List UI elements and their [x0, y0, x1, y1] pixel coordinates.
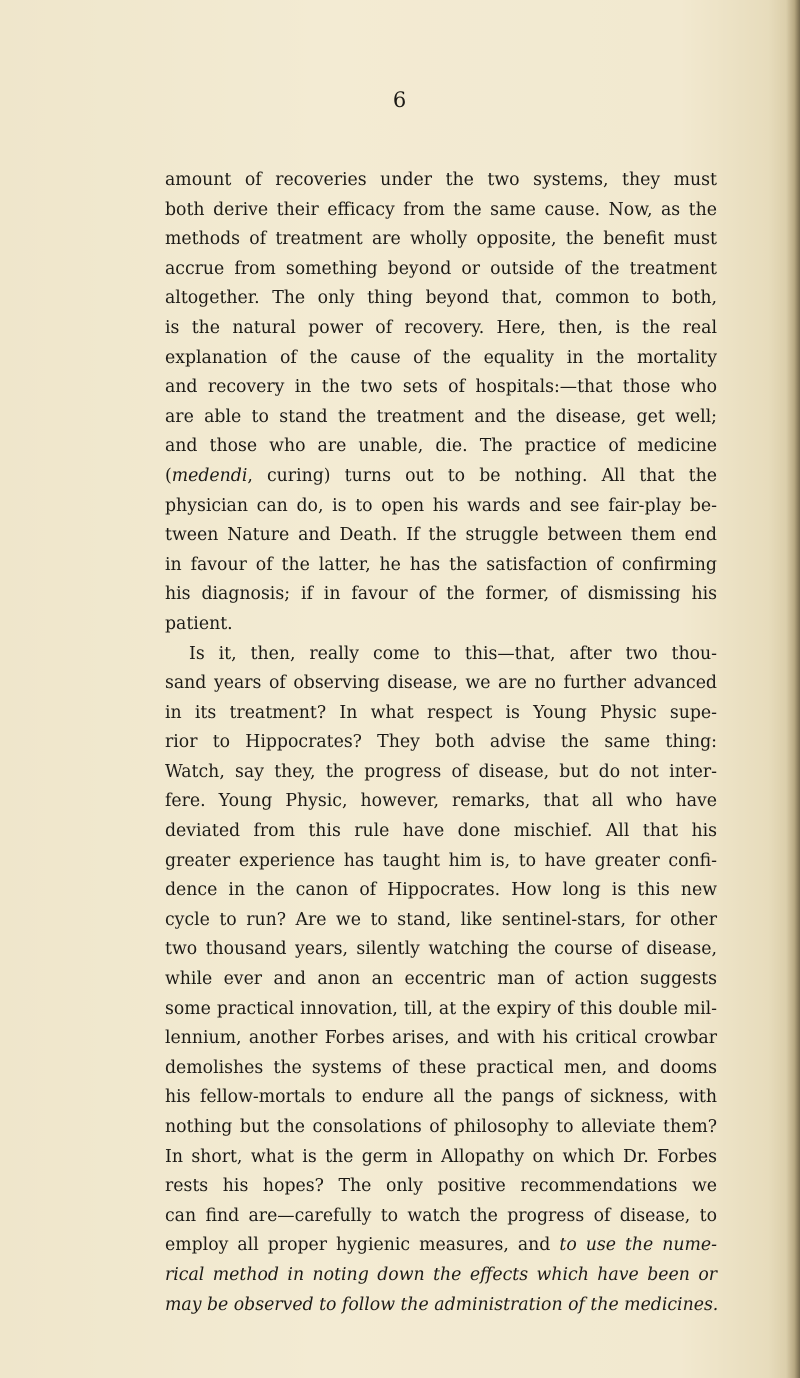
text-line: dence in the canon of Hippocrates. How long is this new	[165, 880, 717, 901]
text-line: rior to Hippocrates? They both advise the same thing:	[165, 732, 717, 753]
text-line: nothing but the consolations of philosophy to alleviate them?	[165, 1117, 717, 1137]
page-edge-shadow	[786, 0, 800, 1378]
text-line: sand years of observing disease, we are no further advanced	[165, 673, 717, 694]
text-line: tween Nature and Death. If the struggle between them end	[165, 525, 717, 546]
text-line: both derive their efficacy from the same cause. Now, as the	[165, 199, 717, 220]
text-line: lennium, another Forbes arises, and with his critical crowbar	[165, 1028, 717, 1049]
italic-term: medendi	[171, 465, 248, 486]
text-line: cycle to run? Are we to stand, like sentinel-stars, for other	[165, 909, 717, 930]
text-line: some practical innovation, till, at the expiry of this double mil-	[165, 998, 717, 1019]
text-line-with-italic: (medendi, curing) turns out to be nothing. All that the	[165, 465, 717, 486]
text-line: accrue from something beyond or outside of the treatment	[165, 258, 717, 279]
text-fragment: , curing) turns out to be nothing. All that the	[247, 465, 717, 486]
text-line: amount of recoveries under the two systems, they must	[165, 170, 717, 190]
text-line: explanation of the cause of the equality in the mortality	[165, 347, 717, 368]
text-line-italic: may be observed to follow the administration of the medicines.	[165, 1294, 719, 1315]
text-fragment: employ all proper hygienic measures, and	[165, 1235, 551, 1256]
text-line: patient.	[165, 613, 233, 634]
text-line: demolishes the systems of these practical men, and dooms	[165, 1057, 717, 1078]
text-line: his fellow-mortals to endure all the pangs of sickness, with	[165, 1087, 717, 1108]
text-line-with-italic	[165, 1231, 717, 1261]
text-line: deviated from this rule have done mischief. All that his	[165, 821, 717, 842]
text-line: in favour of the latter, he has the satisfaction of confirming	[165, 554, 717, 575]
text-line: methods of treatment are wholly opposite, the benefit must	[165, 229, 717, 250]
text-line: Watch, say they, the progress of disease, but do not inter-	[165, 761, 717, 782]
page-number: 6	[392, 88, 408, 112]
text-line: fere. Young Physic, however, remarks, that all who have	[165, 791, 717, 812]
text-line-italic: rical method in noting down the effects which have been or	[165, 1264, 717, 1285]
italic-phrase: to use the nume-	[559, 1235, 717, 1256]
text-line: Is it, then, really come to this—that, after two thou-	[189, 643, 717, 664]
text-line: are able to stand the treatment and the disease, get well;	[165, 406, 717, 427]
text-line: his diagnosis; if in favour of the former, of dismissing his	[165, 584, 717, 605]
text-line: and recovery in the two sets of hospitals:—that those who	[165, 377, 717, 398]
text-line: physician can do, is to open his wards and see fair-play be-	[165, 495, 717, 516]
text-line: while ever and anon an eccentric man of action suggests	[165, 969, 717, 990]
text-line: rests his hopes? The only positive recommendations we	[165, 1176, 717, 1197]
text-line: in its treatment? In what respect is Young Physic supe-	[165, 702, 717, 723]
text-line: greater experience has taught him is, to have greater confi-	[165, 850, 717, 871]
text-line: is the natural power of recovery. Here, then, is the real	[165, 317, 717, 338]
text-line: can find are—carefully to watch the progress of disease, to	[165, 1205, 717, 1226]
body-text	[165, 166, 717, 1320]
text-line: two thousand years, silently watching the course of disease,	[165, 939, 717, 960]
text-line: In short, what is the germ in Allopathy on which Dr. Forbes	[165, 1146, 717, 1167]
text-line: altogether. The only thing beyond that, common to both,	[165, 288, 717, 309]
text-line: and those who are unable, die. The practice of medicine	[165, 436, 717, 457]
